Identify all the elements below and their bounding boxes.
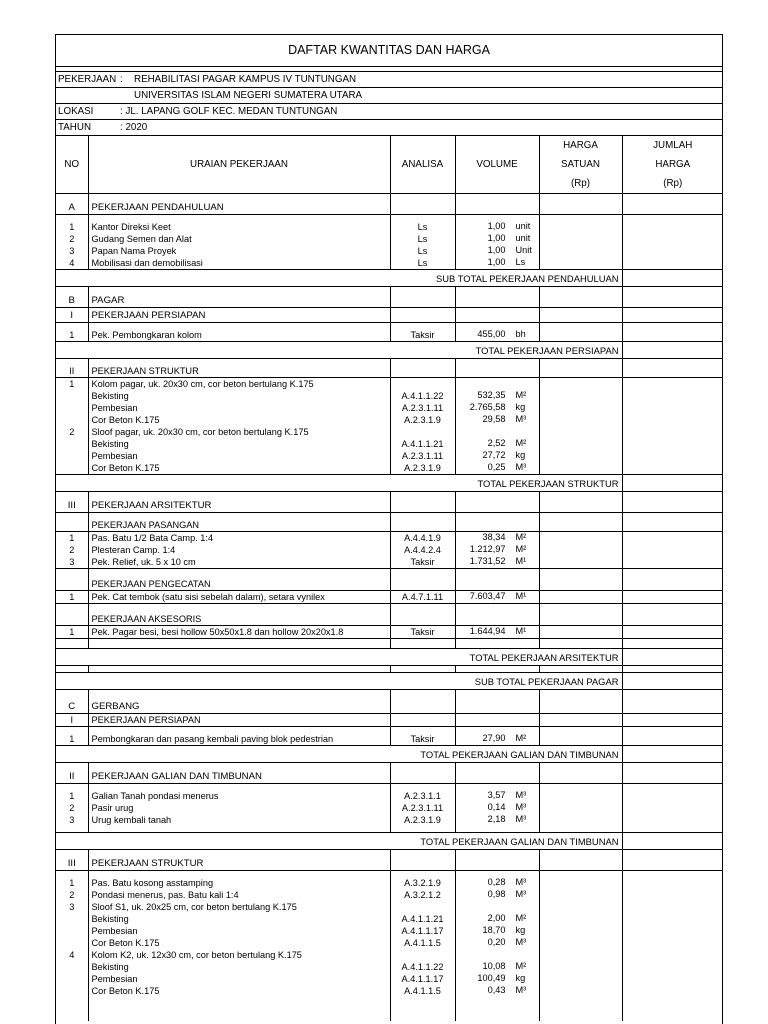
row-desc: Pek. Pembongkaran kolom xyxy=(88,329,390,342)
row-volume xyxy=(455,402,539,414)
volume-qty: 1,00 xyxy=(487,257,506,267)
subsection-title: PEKERJAAN PERSIAPAN xyxy=(88,714,390,727)
volume-unit: M³ xyxy=(515,462,527,472)
row-analisa: A.4.1.1.5 xyxy=(390,985,455,997)
row-desc: Papan Nama Proyek xyxy=(88,245,390,257)
volume-qty: 27,72 xyxy=(482,450,506,460)
table-row xyxy=(56,544,723,556)
group-title: PEKERJAAN AKSESORIS xyxy=(88,613,390,626)
row-analisa: A.2.3.1.11 xyxy=(390,450,455,462)
subsection-no: III xyxy=(56,856,88,871)
table-row xyxy=(56,937,723,949)
row-analisa: A.2.3.1.11 xyxy=(390,802,455,814)
info-pekerjaan-2 xyxy=(56,88,722,104)
volume-qty: 2,18 xyxy=(487,814,506,824)
row-no: 2 xyxy=(69,802,75,813)
volume-qty: 1.212,97 xyxy=(469,544,506,554)
subtotal-label: SUB TOTAL PEKERJAAN PENDAHULUAN xyxy=(56,270,622,287)
row-analisa: Taksir xyxy=(390,626,455,639)
row-desc: Mobilisasi dan demobilisasi xyxy=(88,257,390,270)
header-harga-2: SATUAN xyxy=(560,159,600,170)
volume-qty: 29,58 xyxy=(482,414,506,424)
row-analisa: A.4.1.1.21 xyxy=(390,438,455,450)
volume-unit: kg xyxy=(515,925,526,935)
volume-unit: M² xyxy=(515,733,527,743)
volume-qty: 38,34 xyxy=(482,532,506,542)
group-row xyxy=(56,613,723,626)
section-row xyxy=(56,699,723,714)
row-no: 1 xyxy=(69,877,75,888)
row-volume xyxy=(455,221,539,233)
row-analisa: A.4.4.2.4 xyxy=(390,544,455,556)
subsection-no: III xyxy=(56,498,88,513)
row-volume xyxy=(455,390,539,402)
table-row xyxy=(56,556,723,569)
table-row xyxy=(56,626,723,639)
table-row xyxy=(56,802,723,814)
row-analisa: A.2.3.1.1 xyxy=(390,790,455,802)
table-row xyxy=(56,985,723,997)
row-analisa: Ls xyxy=(390,233,455,245)
row-no: 2 xyxy=(69,889,75,900)
row-volume xyxy=(455,257,539,270)
tahun-label: TAHUN xyxy=(58,122,92,133)
row-volume xyxy=(455,802,539,814)
row-desc: Pembesian xyxy=(88,402,390,414)
volume-qty: 1,00 xyxy=(487,233,506,243)
row-desc: Kantor Direksi Keet xyxy=(88,221,390,233)
table-row xyxy=(56,378,723,391)
volume-qty: 100,49 xyxy=(477,973,506,983)
group-row xyxy=(56,519,723,532)
row-volume xyxy=(455,733,539,746)
row-analisa: A.4.7.1.11 xyxy=(390,591,455,604)
volume-qty: 18,70 xyxy=(482,925,506,935)
row-volume xyxy=(455,438,539,450)
table-row xyxy=(56,221,723,233)
row-desc: Sloof S1, uk. 20x25 cm, cor beton bertulang K.175 xyxy=(88,901,390,913)
subtotal-row xyxy=(56,270,723,287)
subtotal-label: SUB TOTAL PEKERJAAN PAGAR xyxy=(56,673,622,690)
volume-unit: unit xyxy=(515,233,531,243)
row-no: 1 xyxy=(56,591,88,604)
subsection-no: II xyxy=(56,365,88,378)
table-row xyxy=(56,438,723,450)
section-title: GERBANG xyxy=(88,699,390,714)
row-no: 1 xyxy=(69,221,75,232)
volume-unit: M² xyxy=(515,532,527,542)
row-desc: Kolom pagar, uk. 20x30 cm, cor beton bertulang K.175 xyxy=(88,378,390,391)
subsection-row xyxy=(56,769,723,784)
volume-unit: M³ xyxy=(515,889,527,899)
header-uraian: URAIAN PEKERJAAN xyxy=(88,136,390,194)
row-analisa: Taksir xyxy=(390,329,455,342)
table-row xyxy=(56,913,723,925)
subsection-row xyxy=(56,308,723,323)
row-no: 3 xyxy=(69,901,75,912)
row-desc: Pek. Pagar besi, besi hollow 50x50x1.8 dan hollow 20x20x1.8 xyxy=(88,626,390,639)
volume-unit: kg xyxy=(515,402,526,412)
row-no: 4 xyxy=(69,257,75,268)
section-row xyxy=(56,200,723,215)
header-harga-1: HARGA xyxy=(563,140,598,151)
volume-qty: 1,00 xyxy=(487,245,506,255)
volume-qty: 2,00 xyxy=(487,913,506,923)
volume-unit: Unit xyxy=(515,245,532,255)
row-desc: Sloof pagar, uk. 20x30 cm, cor beton bertulang K.175 xyxy=(88,426,390,438)
group-title: PEKERJAAN PASANGAN xyxy=(88,519,390,532)
section-no: C xyxy=(56,699,88,714)
row-no: 1 xyxy=(69,532,75,543)
table-row xyxy=(56,997,723,1009)
row-volume xyxy=(455,925,539,937)
table-row xyxy=(56,889,723,901)
pekerjaan-label: PEKERJAAN xyxy=(58,74,117,85)
row-desc: Urug kembali tanah xyxy=(88,814,390,826)
table-row xyxy=(56,814,723,826)
row-volume xyxy=(455,913,539,925)
table-row xyxy=(56,901,723,913)
gap-row xyxy=(56,639,723,649)
volume-qty: 27,90 xyxy=(482,733,506,743)
row-desc: Pembesian xyxy=(88,450,390,462)
row-analisa: Ls xyxy=(390,257,455,270)
volume-unit: M² xyxy=(515,390,527,400)
subsection-row xyxy=(56,856,723,871)
row-desc: Bekisting xyxy=(88,390,390,402)
row-volume xyxy=(455,532,539,545)
volume-unit: M² xyxy=(515,544,527,554)
row-analisa: A.4.1.1.22 xyxy=(390,390,455,402)
row-analisa: A.4.1.1.17 xyxy=(390,925,455,937)
row-desc: Bekisting xyxy=(88,438,390,450)
table-row xyxy=(56,257,723,270)
volume-unit: M² xyxy=(515,961,527,971)
total-label: TOTAL PEKERJAAN ARSITEKTUR xyxy=(56,649,622,666)
row-no: 1 xyxy=(56,626,88,639)
row-volume xyxy=(455,889,539,901)
row-analisa: Taksir xyxy=(390,733,455,746)
volume-qty: 455,00 xyxy=(477,329,506,339)
row-volume xyxy=(455,544,539,556)
row-analisa: A.4.1.1.17 xyxy=(390,973,455,985)
header-jumlah-harga xyxy=(622,136,723,194)
volume-unit: M³ xyxy=(515,790,527,800)
row-desc: Pek. Cat tembok (satu sisi sebelah dalam), setara vynilex xyxy=(88,591,390,604)
row-desc: Plesteran Camp. 1:4 xyxy=(88,544,390,556)
row-volume xyxy=(455,556,539,569)
row-no: 3 xyxy=(69,814,75,825)
table-row xyxy=(56,329,723,342)
row-no: 2 xyxy=(69,544,75,555)
row-analisa: A.4.4.1.9 xyxy=(390,532,455,545)
row-desc: Cor Beton K.175 xyxy=(88,462,390,475)
row-no: 2 xyxy=(69,426,75,437)
row-no: 4 xyxy=(69,949,75,960)
volume-qty: 7.603,47 xyxy=(469,591,506,601)
total-label: TOTAL PEKERJAAN STRUKTUR xyxy=(56,475,622,492)
row-desc: Bekisting xyxy=(88,961,390,973)
header-volume: VOLUME xyxy=(455,136,539,194)
row-no: 1 xyxy=(69,378,75,389)
volume-qty: 10,08 xyxy=(482,961,506,971)
table-row xyxy=(56,426,723,438)
volume-qty: 0,20 xyxy=(487,937,506,947)
section-no: A xyxy=(56,200,88,215)
group-row xyxy=(56,578,723,591)
group-title: PEKERJAAN PENGECATAN xyxy=(88,578,390,591)
volume-qty: 3,57 xyxy=(487,790,506,800)
row-desc: Cor Beton K.175 xyxy=(88,985,390,997)
tahun-value: : 2020 xyxy=(120,122,148,133)
row-volume xyxy=(455,245,539,257)
row-analisa: A.4.1.1.22 xyxy=(390,961,455,973)
section-title: PAGAR xyxy=(88,293,390,308)
subsection-no: I xyxy=(56,308,88,323)
subsection-title: PEKERJAAN ARSITEKTUR xyxy=(88,498,390,513)
table-row xyxy=(56,390,723,402)
header-jumlah-3: (Rp) xyxy=(663,178,683,189)
row-volume xyxy=(455,329,539,342)
volume-unit: unit xyxy=(515,221,531,231)
row-analisa: A.4.1.1.21 xyxy=(390,913,455,925)
volume-unit: M³ xyxy=(515,802,527,812)
header-no: NO xyxy=(56,136,88,194)
volume-unit: M¹ xyxy=(515,556,527,566)
subsection-title: PEKERJAAN GALIAN DAN TIMBUNAN xyxy=(88,769,390,784)
volume-unit: M¹ xyxy=(515,626,527,636)
row-volume xyxy=(455,985,539,997)
pekerjaan-colon: : xyxy=(120,74,123,85)
info-tahun xyxy=(56,120,722,136)
total-row xyxy=(56,475,723,492)
row-analisa: A.3.2.1.2 xyxy=(390,889,455,901)
gap-row xyxy=(56,604,723,614)
volume-unit: bh xyxy=(515,329,526,339)
row-analisa: Ls xyxy=(390,221,455,233)
volume-qty: 0,14 xyxy=(487,802,506,812)
table-row xyxy=(56,245,723,257)
row-desc: Pembongkaran dan pasang kembali paving blok pedestrian xyxy=(88,733,390,746)
volume-unit: M³ xyxy=(515,814,527,824)
volume-unit: M¹ xyxy=(515,591,527,601)
boq-sheet xyxy=(55,34,723,1024)
header-harga-satuan xyxy=(539,136,622,194)
row-volume xyxy=(455,973,539,985)
table-row xyxy=(56,591,723,604)
row-no: 3 xyxy=(56,556,88,569)
header-jumlah-2: HARGA xyxy=(655,159,691,170)
gap-row xyxy=(56,666,723,673)
subtotal-row xyxy=(56,673,723,690)
table-row xyxy=(56,733,723,746)
table-row xyxy=(56,450,723,462)
row-desc: Cor Beton K.175 xyxy=(88,937,390,949)
info-pekerjaan xyxy=(56,72,722,88)
volume-qty: 0,43 xyxy=(487,985,506,995)
row-volume xyxy=(455,626,539,639)
volume-unit: M³ xyxy=(515,414,527,424)
row-volume xyxy=(455,790,539,802)
table-row xyxy=(56,973,723,985)
boq-table xyxy=(56,136,723,1021)
row-analisa: A.2.3.1.9 xyxy=(390,414,455,426)
subsection-row xyxy=(56,498,723,513)
table-row xyxy=(56,961,723,973)
volume-qty: 2.765,58 xyxy=(469,402,506,412)
row-volume xyxy=(455,591,539,604)
row-volume xyxy=(455,937,539,949)
table-row xyxy=(56,877,723,889)
row-desc: Pek. Relief, uk. 5 x 10 cm xyxy=(88,556,390,569)
table-row xyxy=(56,532,723,545)
volume-unit: kg xyxy=(515,450,526,460)
row-desc: Pembesian xyxy=(88,925,390,937)
table-row xyxy=(56,790,723,802)
lokasi-label: LOKASI xyxy=(58,106,94,117)
row-volume xyxy=(455,814,539,826)
subsection-title: PEKERJAAN STRUKTUR xyxy=(88,365,390,378)
section-no: B xyxy=(56,293,88,308)
row-no: 1 xyxy=(69,733,75,744)
volume-unit: M³ xyxy=(515,985,527,995)
row-no: 3 xyxy=(69,245,75,256)
table-row xyxy=(56,233,723,245)
volume-qty: 532,35 xyxy=(477,390,506,400)
row-analisa: A.2.3.1.11 xyxy=(390,402,455,414)
subsection-row xyxy=(56,714,723,727)
row-volume xyxy=(455,462,539,475)
row-analisa: A.4.1.1.5 xyxy=(390,937,455,949)
subsection-row xyxy=(56,365,723,378)
volume-unit: M² xyxy=(515,438,527,448)
row-desc: Bekisting xyxy=(88,913,390,925)
row-no: 1 xyxy=(69,329,75,340)
row-volume xyxy=(455,450,539,462)
row-volume xyxy=(455,233,539,245)
document-title: DAFTAR KWANTITAS DAN HARGA xyxy=(56,35,722,67)
row-desc: Pasir urug xyxy=(88,802,390,814)
table-header-row xyxy=(56,136,723,194)
table-row xyxy=(56,925,723,937)
lokasi-value: : JL. LAPANG GOLF KEC. MEDAN TUNTUNGAN xyxy=(120,106,338,117)
pekerjaan-value-2: UNIVERSITAS ISLAM NEGERI SUMATERA UTARA xyxy=(134,90,363,101)
volume-unit: M³ xyxy=(515,877,527,887)
gap-row xyxy=(56,569,723,579)
subsection-no: I xyxy=(56,714,88,727)
table-row xyxy=(56,462,723,475)
volume-qty: 2,52 xyxy=(487,438,506,448)
row-desc: Pembesian xyxy=(88,973,390,985)
total-label: TOTAL PEKERJAAN GALIAN DAN TIMBUNAN xyxy=(56,833,622,850)
row-no: 1 xyxy=(69,790,75,801)
total-row xyxy=(56,342,723,359)
row-desc: Pondasi menerus, pas. Batu kali 1:4 xyxy=(88,889,390,901)
subsection-title: PEKERJAAN STRUKTUR xyxy=(88,856,390,871)
total-label: TOTAL PEKERJAAN GALIAN DAN TIMBUNAN xyxy=(56,746,622,763)
row-volume xyxy=(455,414,539,426)
row-analisa: A.3.2.1.9 xyxy=(390,877,455,889)
row-analisa: Ls xyxy=(390,245,455,257)
row-analisa: Taksir xyxy=(390,556,455,569)
header-jumlah-1: JUMLAH xyxy=(653,140,693,151)
subsection-title: PEKERJAAN PERSIAPAN xyxy=(88,308,390,323)
total-label: TOTAL PEKERJAAN PERSIAPAN xyxy=(56,342,622,359)
row-volume xyxy=(455,961,539,973)
volume-unit: Ls xyxy=(515,257,526,267)
row-desc: Gudang Semen dan Alat xyxy=(88,233,390,245)
pekerjaan-value: REHABILITASI PAGAR KAMPUS IV TUNTUNGAN xyxy=(134,74,357,85)
row-desc: Kolom K2, uk. 12x30 cm, cor beton bertulang K.175 xyxy=(88,949,390,961)
volume-qty: 0,25 xyxy=(487,462,506,472)
info-lokasi xyxy=(56,104,722,120)
gap-row xyxy=(56,690,723,700)
table-row xyxy=(56,949,723,961)
volume-qty: 0,98 xyxy=(487,889,506,899)
table-row xyxy=(56,414,723,426)
total-row xyxy=(56,649,723,666)
section-title: PEKERJAAN PENDAHULUAN xyxy=(88,200,390,215)
row-desc: Pas. Batu 1/2 Bata Camp. 1:4 xyxy=(88,532,390,545)
volume-qty: 1.644,94 xyxy=(469,626,506,636)
row-analisa: A.2.3.1.9 xyxy=(390,814,455,826)
table-row xyxy=(56,1009,723,1021)
table-row xyxy=(56,402,723,414)
row-desc: Pas. Batu kosong asstamping xyxy=(88,877,390,889)
volume-qty: 0,28 xyxy=(487,877,506,887)
volume-qty: 1.731,52 xyxy=(469,556,506,566)
total-row xyxy=(56,746,723,763)
total-row xyxy=(56,833,723,850)
section-row xyxy=(56,293,723,308)
volume-unit: M³ xyxy=(515,937,527,947)
header-analisa: ANALISA xyxy=(390,136,455,194)
row-desc: Galian Tanah pondasi menerus xyxy=(88,790,390,802)
volume-unit: kg xyxy=(515,973,526,983)
row-analisa: A.2.3.1.9 xyxy=(390,462,455,475)
volume-qty: 1,00 xyxy=(487,221,506,231)
row-desc: Cor Beton K.175 xyxy=(88,414,390,426)
row-no: 2 xyxy=(69,233,75,244)
header-harga-3: (Rp) xyxy=(570,178,591,189)
row-volume xyxy=(455,877,539,889)
volume-unit: M² xyxy=(515,913,527,923)
subsection-no: II xyxy=(56,769,88,784)
